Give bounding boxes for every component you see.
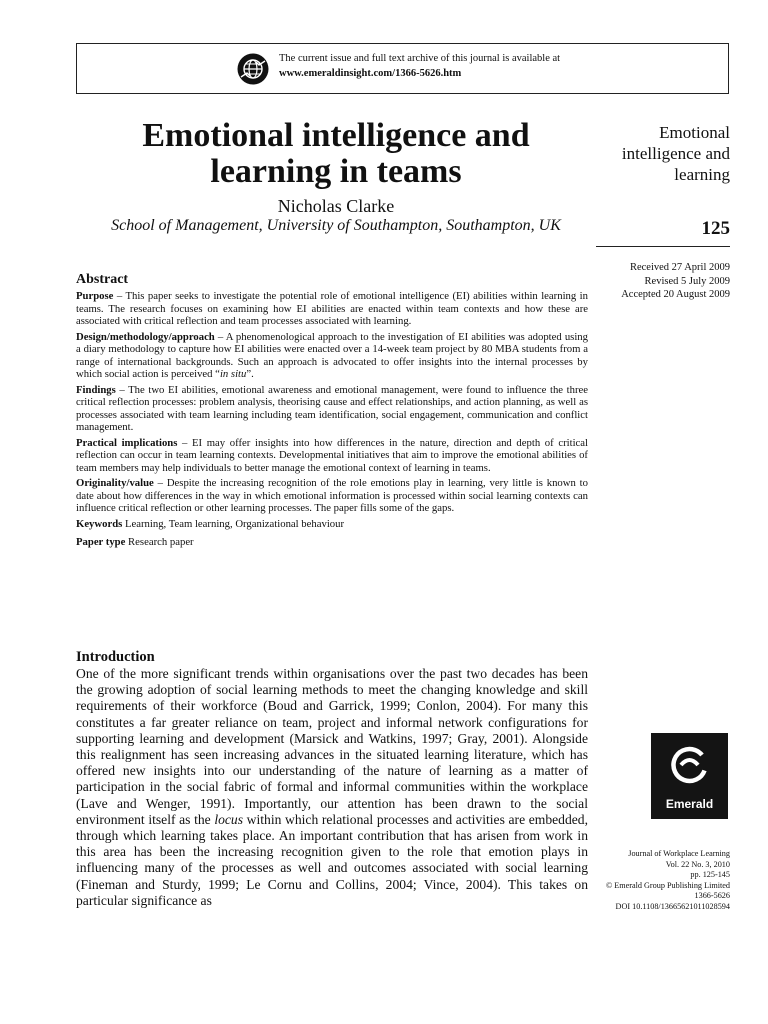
paper-type-label: Paper type [76,536,126,548]
running-head [596,122,730,185]
design-text-end: ”. [246,368,254,380]
journal-doi[interactable]: DOI 10.1108/13665621011028594 [615,901,730,911]
findings-text: – The two EI abilities, emotional awareness and emotional management, were found to influence the three critical reflection processes: problem analysis, theorising cause and effect relationships, and action planning, as well as processes associated with team learning including team identification, social engagement, communication and conflict management. [76,383,588,433]
design-text: – A phenomenological approach to the investigation of EI abilities was adopted using a diary methodology to capture how EI abilities were enacted over a 14-week team project by 80 MBA students from a range of international backgrounds. Such an approach is advocated to offer insights into the internal processes by which social action is perceived “ [76,330,588,380]
practical-label: Practical implications [76,436,178,449]
running-head-line: learning [674,165,730,184]
abstract-heading: Abstract [76,272,129,287]
journal-availability-banner [76,43,729,94]
article-title [76,118,596,190]
design-text-italic: in situ [219,368,247,380]
title-line-2: learning in teams [210,153,462,190]
originality-text: – Despite the increasing recognition of the role emotions play in learning, very little is known to date about how differences in the way in which emotional information is processed within social learning contexts can influence critical reflection or other learning processes. The paper fills some of the gaps. [76,477,588,514]
design-label: Design/methodology/approach [76,330,215,343]
journal-issn: 1366-5626 [694,891,730,901]
purpose-text: – This paper seeks to investigate the potential role of emotional intelligence (EI) abilities within learning in teams. The research focuses on examining how EI abilities are enacted within team contexts and how these are associated with critical reflection and team processes associated with learning. [76,290,588,327]
title-line-1: Emotional intelligence and [142,117,530,154]
paper-type-text: Research paper [125,536,194,548]
submission-dates [596,261,730,302]
journal-name: Journal of Workplace Learning [628,849,730,858]
banner-text: The current issue and full text archive of this journal is available at [279,53,561,64]
page-number: 125 [701,218,730,239]
abstract-design [76,331,588,381]
abstract-paper-type [76,536,588,549]
journal-pages: pp. 125-145 [690,870,730,880]
abstract-practical [76,437,588,475]
abstract-keywords [76,518,588,531]
running-head-line: intelligence and [621,144,730,163]
date-received: Received 27 April 2009 [629,262,730,273]
introduction-section [76,649,588,909]
emerald-logo-icon [651,733,728,797]
abstract-findings [76,384,588,434]
introduction-heading: Introduction [76,649,155,665]
author-affiliation: School of Management, University of Southampton, Southampton, UK [111,217,561,234]
emerald-logo [651,733,728,819]
banner-url-link[interactable]: www.emeraldinsight.com/1366-5626.htm [279,68,462,79]
practical-text: – EI may offer insights into how differences in the nature, direction and depth of critical reflection can occur in team learning contexts. Developmental initiatives that aim to improve the emotional abilities of team members may help individuals to better manage the emotional context of learning in teams. [76,436,588,474]
date-revised: Revised 5 July 2009 [644,275,730,287]
date-accepted: Accepted 20 August 2009 [621,289,730,300]
intro-text: One of the more significant trends within organisations over the past two decades has been the growing adoption of social learning methods to meet the changing knowledge and skill requirements of their workforce (Boud and Garrick, 1999; Conlon, 2004). For many this constitutes a far greater reliance on team, project and informal network configurations for supporting learning and development (Marsick and Watkins, 1997; Gray, 2001). Alongside this realignment has seen increasing advances in the situated learning literature, which has offered new insights into our understanding of the nature of learning as a matter of participation in the social fabric of formal and informal communities within the workplace (Lave and Wenger, 1991). Importantly, our attention has been drawn to the social environment itself as the [76,666,588,827]
running-head-line: Emotional [659,123,730,142]
journal-info [596,849,730,913]
introduction-paragraph [76,666,588,909]
author-name: Nicholas Clarke [277,196,395,216]
keywords-text: Learning, Team learning, Organizational behaviour [122,517,345,530]
keywords-label: Keywords [76,517,123,530]
journal-volume: Vol. 22 No. 3, 2010 [665,859,730,869]
abstract-purpose [76,290,588,328]
purpose-label: Purpose [76,290,114,302]
intro-text-continued: within which relational processes and activities are embedded, through which learning takes place. An important contribution that has arisen from work in this area has been the increasing recognition given to the role that emotion plays in influencing many of the processes as well and outcomes associated with social learning (Fineman and Sturdy, 1999; Le Cornu and Collins, 2004; Vince, 2004). This takes on particular significance as [76,811,588,908]
findings-label: Findings [76,383,116,396]
intro-text-italic: locus [214,811,244,827]
sidebar-divider [596,246,730,247]
abstract-originality [76,477,588,515]
globe-icon [237,53,269,85]
abstract-section [76,271,588,552]
journal-copyright: © Emerald Group Publishing Limited [605,880,730,890]
emerald-logo-text: Emerald [665,797,714,811]
originality-label: Originality/value [76,477,154,489]
